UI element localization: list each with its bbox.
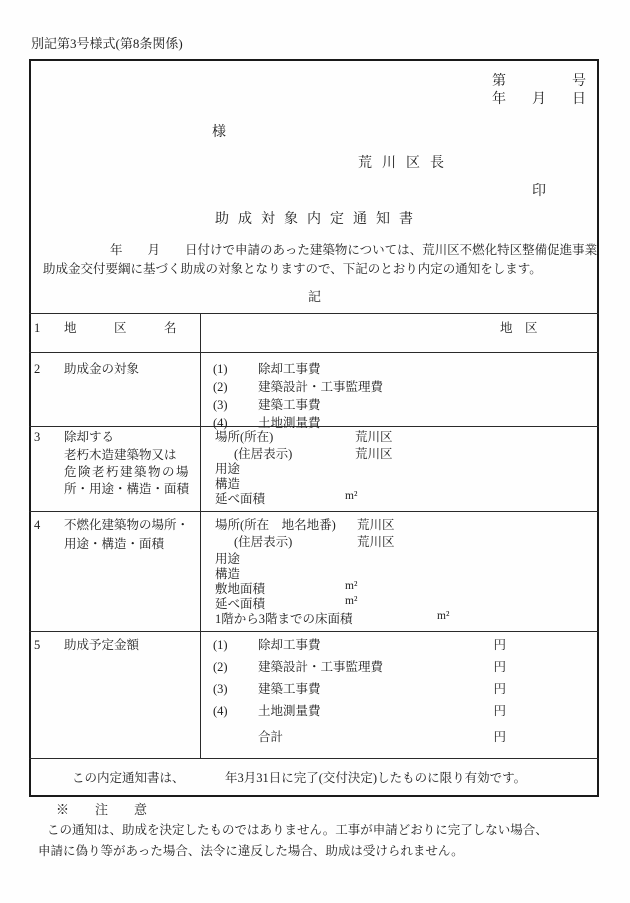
doc-number-line <box>492 74 586 89</box>
validity-label: この内定通知書は、 <box>72 771 185 785</box>
row3-label-line: 危険老朽建築物の場 <box>64 465 191 479</box>
row3-label-line: 老朽木造建築物又は <box>64 448 177 462</box>
document-title: 助成対象内定通知書 <box>215 212 422 227</box>
row5-label: 助成予定金額 <box>64 638 140 652</box>
row5-item <box>213 682 506 696</box>
yen-unit: 円 <box>493 682 506 696</box>
item-number: (1) <box>213 638 228 652</box>
item-number: (3) <box>213 398 228 412</box>
field-label: 延べ面積 <box>215 492 266 506</box>
field-label: 用途 <box>215 552 241 566</box>
field-label: 敷地面積 <box>215 582 266 596</box>
date-day-label: 日 <box>572 92 586 107</box>
field-value: 荒川区 <box>355 447 393 461</box>
field-label: 用途 <box>215 462 241 476</box>
item-number: (2) <box>213 660 228 674</box>
row3-label-line: 除却する <box>64 430 115 444</box>
area-unit: m² <box>345 595 358 607</box>
ki-marker: 記 <box>308 289 322 304</box>
row4-label-line: 不燃化建築物の場所・ <box>64 518 190 532</box>
row5-item <box>213 660 506 674</box>
area-unit: m² <box>345 580 358 592</box>
item-text: 土地測量費 <box>258 416 321 430</box>
column-divider <box>200 313 201 758</box>
date-year-label: 年 <box>492 92 506 107</box>
row3-label-line: 所・用途・構造・面積 <box>64 482 190 496</box>
item-text: 建築工事費 <box>258 398 321 412</box>
row-divider-5 <box>29 758 599 759</box>
row3-number: 3 <box>34 430 41 444</box>
row4-label-line: 用途・構造・面積 <box>64 537 165 551</box>
field-label: 構造 <box>215 477 241 491</box>
notes-heading: ※ 注 意 <box>56 802 148 817</box>
item-number: (2) <box>213 380 228 394</box>
item-number: (4) <box>213 704 228 718</box>
field-label: 延べ面積 <box>215 597 266 611</box>
row-divider-4 <box>29 631 599 632</box>
row2-item <box>213 362 506 376</box>
field-value: 荒川区 <box>357 518 395 532</box>
field-label: 場所(所在 地名地番) <box>215 518 336 532</box>
doc-number-suffix: 号 <box>572 74 586 89</box>
row5-item <box>213 638 506 652</box>
table-top-border <box>29 313 599 314</box>
row5-total <box>258 730 506 744</box>
field-label: 構造 <box>215 567 241 581</box>
validity-text: 年3月31日に完了(交付決定)したものに限り有効です。 <box>225 771 527 785</box>
form-code: 別記第3号様式(第8条関係) <box>31 36 183 51</box>
total-label: 合計 <box>258 730 284 744</box>
field-value: 荒川区 <box>357 535 395 549</box>
row2-item <box>213 380 506 394</box>
item-text: 土地測量費 <box>258 704 321 718</box>
row5-item <box>213 704 506 718</box>
row2-label: 助成金の対象 <box>64 362 140 376</box>
area-unit: m² <box>437 610 450 622</box>
sender-title: 荒川区長 <box>358 156 454 171</box>
item-text: 建築設計・工事監理費 <box>258 380 384 394</box>
field-label: 場所(所在) <box>215 430 274 444</box>
notes-line-1: この通知は、助成を決定したものではありません。工事が申請どおりに完了しない場合、 <box>47 823 548 837</box>
date-line <box>492 92 586 107</box>
addressee-honorific: 様 <box>212 125 226 140</box>
row-divider-1 <box>29 352 599 353</box>
field-label: (住居表示) <box>234 447 293 461</box>
row1-number: 1 <box>34 321 41 335</box>
body-line-2: 助成金交付要綱に基づく助成の対象となりますので、下記のとおり内定の通知をします。 <box>43 262 542 276</box>
item-text: 建築工事費 <box>258 682 321 696</box>
yen-unit: 円 <box>493 704 506 718</box>
item-text: 除却工事費 <box>258 362 321 376</box>
field-label: (住居表示) <box>234 535 293 549</box>
item-text: 除却工事費 <box>258 638 321 652</box>
item-number: (4) <box>213 416 228 430</box>
area-unit: m² <box>345 490 358 502</box>
row2-item <box>213 416 506 430</box>
row2-item <box>213 398 506 412</box>
item-number: (3) <box>213 682 228 696</box>
item-number: (1) <box>213 362 228 376</box>
yen-unit: 円 <box>493 638 506 652</box>
field-value: 荒川区 <box>355 430 393 444</box>
row2-number: 2 <box>34 362 41 376</box>
field-label: 1階から3階までの床面積 <box>215 612 353 626</box>
row1-value: 地 区 <box>500 321 538 335</box>
item-text: 建築設計・工事監理費 <box>258 660 384 674</box>
seal-mark: 印 <box>532 184 546 199</box>
row-divider-3 <box>29 511 599 512</box>
row5-number: 5 <box>34 638 41 652</box>
row1-label: 地 区 名 <box>64 321 177 335</box>
notes-line-2: 申請に偽り等があった場合、法令に違反した場合、助成は受けられません。 <box>38 844 464 858</box>
row4-number: 4 <box>34 518 41 532</box>
yen-unit: 円 <box>493 730 506 744</box>
date-month-label: 月 <box>532 92 546 107</box>
yen-unit: 円 <box>493 660 506 674</box>
body-line-1: 年 月 日付けで申請のあった建築物については、荒川区不燃化特区整備促進事業 <box>110 243 598 257</box>
doc-number-prefix: 第 <box>492 74 506 89</box>
